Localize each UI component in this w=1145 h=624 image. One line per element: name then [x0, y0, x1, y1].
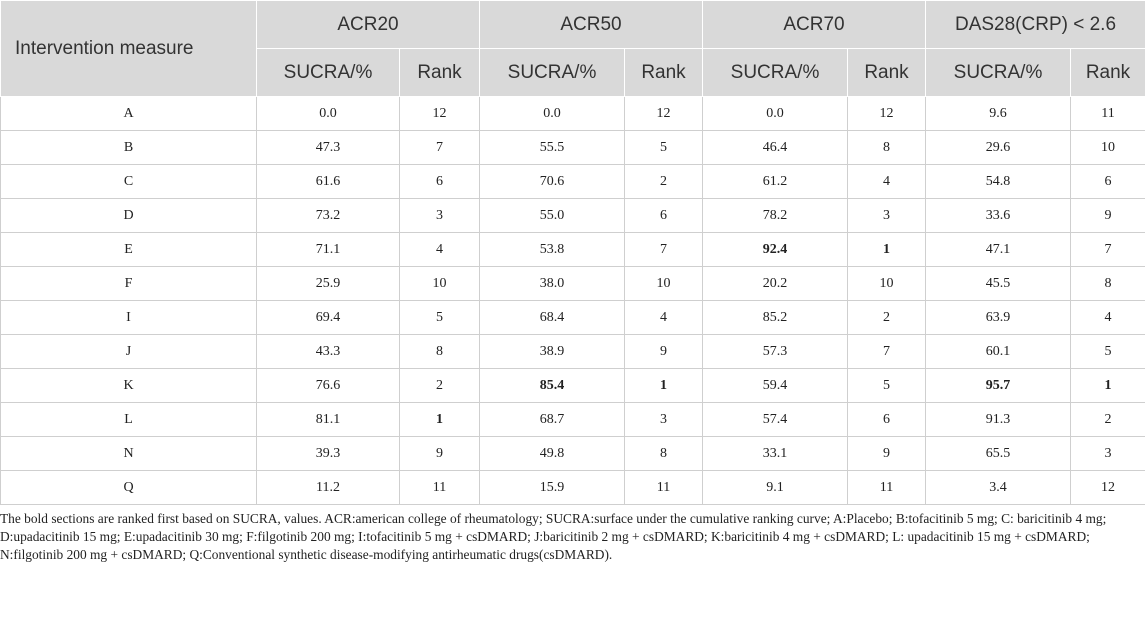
sucra-cell: 70.6 — [480, 165, 625, 199]
sucra-cell: 9.6 — [926, 97, 1071, 131]
rank-cell: 2 — [848, 301, 926, 335]
rank-cell: 4 — [625, 301, 703, 335]
sucra-cell: 3.4 — [926, 471, 1071, 505]
row-label: L — [1, 403, 257, 437]
table-row — [1, 471, 1145, 505]
sucra-cell: 60.1 — [926, 335, 1071, 369]
table-row — [1, 437, 1145, 471]
sucra-cell: 63.9 — [926, 301, 1071, 335]
rank-cell: 9 — [848, 437, 926, 471]
rank-cell: 12 — [625, 97, 703, 131]
table-header — [1, 1, 1145, 97]
sucra-cell: 39.3 — [257, 437, 400, 471]
rank-cell: 8 — [1071, 267, 1145, 301]
rank-cell: 10 — [400, 267, 480, 301]
sucra-cell: 68.7 — [480, 403, 625, 437]
row-label: J — [1, 335, 257, 369]
sucra-cell: 11.2 — [257, 471, 400, 505]
row-label: K — [1, 369, 257, 403]
rank-cell: 6 — [625, 199, 703, 233]
sucra-cell: 38.9 — [480, 335, 625, 369]
rank-cell: 1 — [625, 369, 703, 403]
rank-cell: 2 — [1071, 403, 1145, 437]
rank-cell: 7 — [625, 233, 703, 267]
sucra-cell: 46.4 — [703, 131, 848, 165]
rank-cell: 5 — [1071, 335, 1145, 369]
sub-header: SUCRA/% — [480, 49, 625, 97]
rank-cell: 7 — [400, 131, 480, 165]
rank-cell: 6 — [400, 165, 480, 199]
rank-cell: 3 — [625, 403, 703, 437]
sucra-cell: 49.8 — [480, 437, 625, 471]
sucra-cell: 92.4 — [703, 233, 848, 267]
rank-cell: 4 — [400, 233, 480, 267]
sucra-cell: 0.0 — [703, 97, 848, 131]
sucra-cell: 29.6 — [926, 131, 1071, 165]
sucra-cell: 57.4 — [703, 403, 848, 437]
sucra-cell: 95.7 — [926, 369, 1071, 403]
rank-cell: 6 — [1071, 165, 1145, 199]
sucra-cell: 59.4 — [703, 369, 848, 403]
rank-cell: 11 — [400, 471, 480, 505]
table-row — [1, 335, 1145, 369]
sub-header: Rank — [1071, 49, 1145, 97]
rank-cell: 4 — [1071, 301, 1145, 335]
sucra-cell: 73.2 — [257, 199, 400, 233]
rank-cell: 11 — [848, 471, 926, 505]
sucra-cell: 85.2 — [703, 301, 848, 335]
sucra-cell: 76.6 — [257, 369, 400, 403]
sucra-cell: 0.0 — [480, 97, 625, 131]
sucra-cell: 55.0 — [480, 199, 625, 233]
sub-header: SUCRA/% — [926, 49, 1071, 97]
sucra-cell: 68.4 — [480, 301, 625, 335]
rank-cell: 11 — [625, 471, 703, 505]
table-row — [1, 301, 1145, 335]
rank-cell: 9 — [400, 437, 480, 471]
rank-cell: 5 — [400, 301, 480, 335]
sucra-cell: 55.5 — [480, 131, 625, 165]
rank-cell: 12 — [848, 97, 926, 131]
table-row — [1, 233, 1145, 267]
rank-cell: 2 — [625, 165, 703, 199]
row-label: C — [1, 165, 257, 199]
rank-cell: 6 — [848, 403, 926, 437]
sub-header: SUCRA/% — [703, 49, 848, 97]
rank-cell: 8 — [625, 437, 703, 471]
table-row — [1, 131, 1145, 165]
sucra-cell: 33.6 — [926, 199, 1071, 233]
sucra-cell: 81.1 — [257, 403, 400, 437]
sucra-cell: 61.6 — [257, 165, 400, 199]
rank-cell: 10 — [625, 267, 703, 301]
sucra-cell: 38.0 — [480, 267, 625, 301]
sucra-cell: 47.3 — [257, 131, 400, 165]
sucra-cell: 9.1 — [703, 471, 848, 505]
sub-header: SUCRA/% — [257, 49, 400, 97]
sucra-cell: 53.8 — [480, 233, 625, 267]
rank-cell: 10 — [1071, 131, 1145, 165]
table-footnote: The bold sections are ranked first based on SUCRA, values. ACR:american college of rheumatology; SUCRA:surface under the cumulative ranking curve; A:Placebo; B:tofacitinib 5 mg; C: baricitinib 4 mg; D:upadacitinib 15 mg; E:upadacitinib 30 mg; F:filgotinib 200 mg; I:tofacitinib 5 mg + csDMARD; J:baricitinib 2 mg + csDMARD; K:baricitinib 4 mg + csDMARD; L: upadacitinib 15 mg + csDMARD; N:filgotinib 200 mg + csDMARD; Q:Conventional synthetic disease-modifying antirheumatic drugs(csDMARD). — [0, 511, 1107, 562]
row-label: I — [1, 301, 257, 335]
rank-cell: 4 — [848, 165, 926, 199]
sucra-cell: 45.5 — [926, 267, 1071, 301]
sub-header: Rank — [625, 49, 703, 97]
rank-cell: 9 — [1071, 199, 1145, 233]
rank-cell: 9 — [625, 335, 703, 369]
sucra-cell: 61.2 — [703, 165, 848, 199]
rank-cell: 2 — [400, 369, 480, 403]
table-row — [1, 199, 1145, 233]
rank-cell: 5 — [625, 131, 703, 165]
rank-cell: 1 — [1071, 369, 1145, 403]
rank-cell: 3 — [848, 199, 926, 233]
sucra-cell: 54.8 — [926, 165, 1071, 199]
sucra-cell: 47.1 — [926, 233, 1071, 267]
group-header-acr50: ACR50 — [480, 1, 703, 49]
sucra-cell: 78.2 — [703, 199, 848, 233]
table-body — [1, 97, 1145, 505]
table-row — [1, 267, 1145, 301]
sucra-cell: 85.4 — [480, 369, 625, 403]
sucra-cell: 65.5 — [926, 437, 1071, 471]
sucra-cell: 25.9 — [257, 267, 400, 301]
table-row — [1, 165, 1145, 199]
group-header-acr70: ACR70 — [703, 1, 926, 49]
rank-cell: 7 — [848, 335, 926, 369]
group-header-das28: DAS28(CRP) < 2.6 — [926, 1, 1145, 49]
group-header-acr20: ACR20 — [257, 1, 480, 49]
row-label: D — [1, 199, 257, 233]
rank-cell: 1 — [848, 233, 926, 267]
row-label: Q — [1, 471, 257, 505]
rank-cell: 7 — [1071, 233, 1145, 267]
rank-cell: 1 — [400, 403, 480, 437]
row-label: F — [1, 267, 257, 301]
intervention-header: Intervention measure — [1, 1, 257, 97]
rank-cell: 12 — [1071, 471, 1145, 505]
table-row — [1, 97, 1145, 131]
sucra-cell: 69.4 — [257, 301, 400, 335]
row-label: N — [1, 437, 257, 471]
sucra-cell: 57.3 — [703, 335, 848, 369]
sucra-cell: 0.0 — [257, 97, 400, 131]
sucra-cell: 20.2 — [703, 267, 848, 301]
sucra-cell: 91.3 — [926, 403, 1071, 437]
table-row — [1, 403, 1145, 437]
rank-cell: 5 — [848, 369, 926, 403]
sucra-cell: 15.9 — [480, 471, 625, 505]
header-row-groups — [1, 1, 1145, 49]
table-row — [1, 369, 1145, 403]
rank-cell: 3 — [1071, 437, 1145, 471]
rank-cell: 12 — [400, 97, 480, 131]
row-label: A — [1, 97, 257, 131]
rank-cell: 3 — [400, 199, 480, 233]
row-label: E — [1, 233, 257, 267]
rank-cell: 11 — [1071, 97, 1145, 131]
row-label: B — [1, 131, 257, 165]
rank-cell: 10 — [848, 267, 926, 301]
sub-header: Rank — [848, 49, 926, 97]
sucra-cell: 33.1 — [703, 437, 848, 471]
sub-header: Rank — [400, 49, 480, 97]
sucra-cell: 43.3 — [257, 335, 400, 369]
rank-cell: 8 — [400, 335, 480, 369]
sucra-cell: 71.1 — [257, 233, 400, 267]
rank-cell: 8 — [848, 131, 926, 165]
